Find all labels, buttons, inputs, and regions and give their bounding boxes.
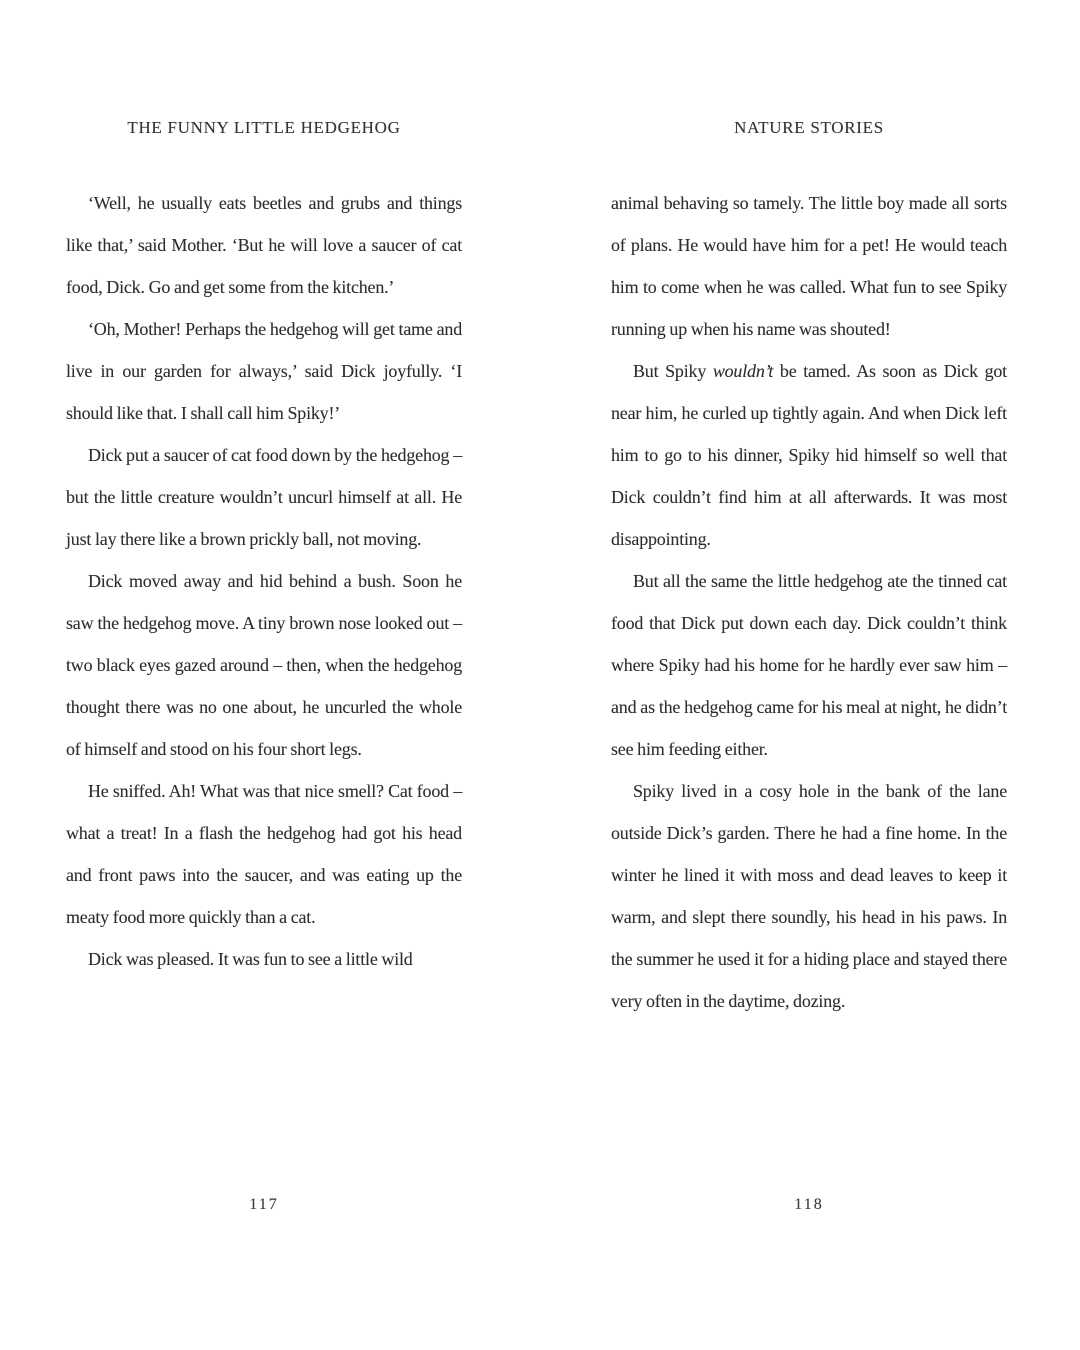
text-run: But all the same the little hedgehog ate the tinned cat food that Dick put down each day. Dick couldn’t think where Spiky had his home for he hardly ever saw him – and as the hedgehog came for his meal at night, he didn’t see him feeding either. xyxy=(611,571,1007,759)
text-run: Dick moved away and hid behind a bush. Soon he saw the hedgehog move. A tiny brown nose looked out – two black eyes gazed around – then, when the hedgehog thought there was no one about, he uncurled the whole of himself and stood on his four short legs. xyxy=(66,571,462,759)
page-right xyxy=(611,0,1007,1350)
text-run: But Spiky xyxy=(633,361,713,381)
paragraph xyxy=(611,350,1007,560)
text-run: Dick put a saucer of cat food down by the hedgehog – but the little creature wouldn’t uncurl himself at all. He just lay there like a brown prickly ball, not moving. xyxy=(66,445,462,549)
page-body-right xyxy=(611,182,1007,1022)
paragraph xyxy=(66,560,462,770)
paragraph xyxy=(66,308,462,434)
text-run: Spiky lived in a cosy hole in the bank of the lane outside Dick’s garden. There he had a fine home. In the winter he lined it with moss and dead leaves to keep it warm, and slept there soundly, his head in his paws. In the summer he used it for a hiding place and stayed there very often in the daytime, dozing. xyxy=(611,781,1007,1011)
paragraph xyxy=(66,770,462,938)
page-body-left xyxy=(66,182,462,980)
paragraph xyxy=(66,938,462,980)
paragraph xyxy=(611,770,1007,1022)
paragraph xyxy=(66,182,462,308)
text-run: ‘Oh, Mother! Perhaps the hedgehog will get tame and live in our garden for always,’ said Dick joyfully. ‘I should like that. I shall call him Spiky!’ xyxy=(66,319,462,423)
text-run: animal behaving so tamely. The little boy made all sorts of plans. He would have him for a pet! He would teach him to come when he was called. What fun to see Spiky running up when his name was shouted! xyxy=(611,193,1007,339)
running-head-left: THE FUNNY LITTLE HEDGEHOG xyxy=(127,118,401,137)
page-number-left: 117 xyxy=(249,1196,279,1213)
paragraph xyxy=(66,434,462,560)
running-head-right: NATURE STORIES xyxy=(734,118,884,137)
text-run: be tamed. As soon as Dick got near him, he curled up tightly again. And when Dick left him to go to his dinner, Spiky hid himself so well that Dick couldn’t find him at all afterwards. It was most disappointing. xyxy=(611,361,1007,549)
text-run-italic: wouldn’t xyxy=(712,361,774,381)
page-left xyxy=(66,0,462,1350)
page-number-right: 118 xyxy=(794,1196,824,1213)
text-run: He sniffed. Ah! What was that nice smell? Cat food – what a treat! In a flash the hedgehog had got his head and front paws into the saucer, and was eating up the meaty food more quickly than a cat. xyxy=(66,781,462,927)
paragraph xyxy=(611,560,1007,770)
text-run: Dick was pleased. It was fun to see a little wild xyxy=(88,949,413,969)
text-run: ‘Well, he usually eats beetles and grubs and things like that,’ said Mother. ‘But he will love a saucer of cat food, Dick. Go and get some from the kitchen.’ xyxy=(66,193,462,297)
paragraph xyxy=(611,182,1007,350)
